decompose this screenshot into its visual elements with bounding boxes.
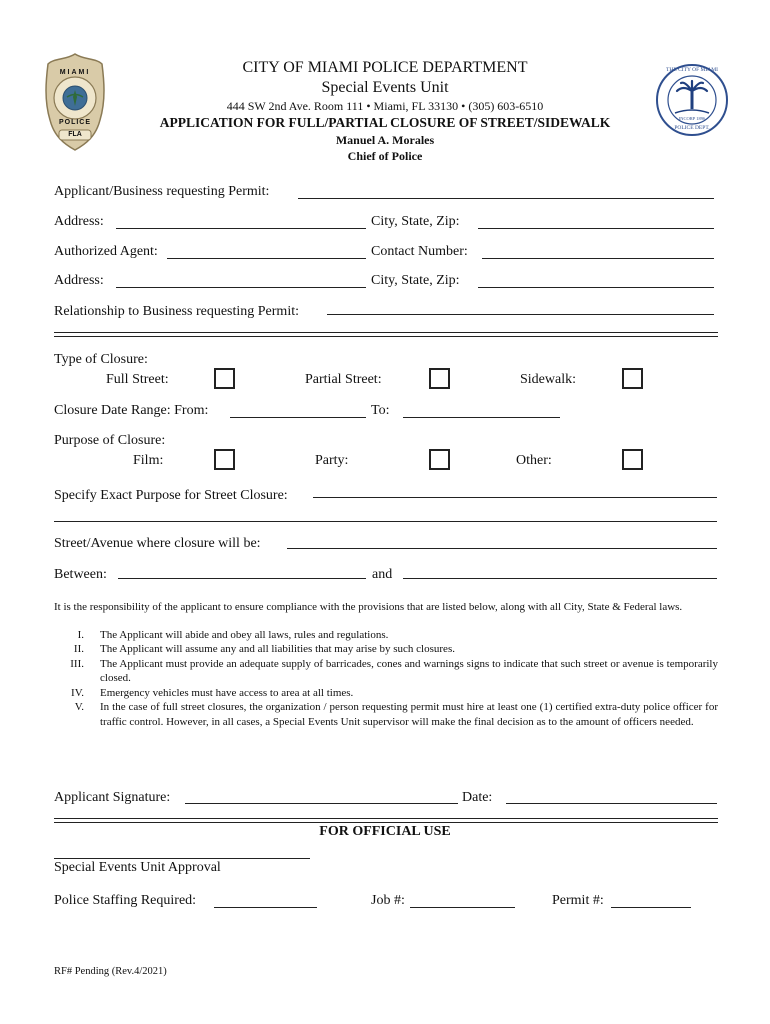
address-label: Address: [54,214,104,229]
rule-number: II. [73,643,84,655]
date-label: Date: [462,790,493,805]
seal-top-text: THE CITY OF MIAMI [666,67,718,73]
unit-title: Special Events Unit [321,79,449,96]
job-number-label: Job #: [371,893,405,908]
rule-number: IV. [71,686,84,699]
partial-street-checkbox[interactable] [429,368,450,389]
and-label: and [372,567,393,582]
official-divider [54,818,718,823]
permit-number-label: Permit #: [552,893,604,908]
rule-item [54,642,718,657]
rule-item [54,657,718,686]
specify-purpose-field-line2[interactable] [54,521,717,522]
sidewalk-label: Sidewalk: [520,372,576,387]
seal-bottom-text: POLICE DEPT. [674,125,710,131]
full-street-label: Full Street: [106,372,169,387]
badge-state-text: FLA [68,131,82,138]
rule-text: The Applicant will assume any and all liabilities that may arise by such closures. [100,643,455,655]
applicant-signature-label: Applicant Signature: [54,790,171,805]
other-checkbox[interactable] [622,449,643,470]
street-avenue-field[interactable] [287,548,717,549]
contact-number-field[interactable] [482,258,714,259]
rule-item [54,700,718,729]
business-label: Applicant/Business requesting Permit: [54,184,270,199]
film-checkbox[interactable] [214,449,235,470]
city-state-zip-label: City, State, Zip: [371,214,460,229]
job-number-field[interactable] [410,907,515,908]
department-address: 444 SW 2nd Ave. Room 111 • Miami, FL 33130 • (305) 603-6510 [226,99,544,113]
sidewalk-checkbox[interactable] [622,368,643,389]
business-field[interactable] [298,198,714,199]
closure-date-from-field[interactable] [230,417,366,418]
rule-text: The Applicant must provide an adequate supply of barricades, cones and warnings signs to indicate that such street or avenue is temporarily closed. [100,657,718,684]
between-field-2[interactable] [403,578,717,579]
other-label: Other: [516,453,552,468]
full-street-checkbox[interactable] [214,368,235,389]
partial-street-label: Partial Street: [305,372,382,387]
approval-signature-field[interactable] [54,858,310,859]
staffing-label: Police Staffing Required: [54,893,197,908]
form-title: APPLICATION FOR FULL/PARTIAL CLOSURE OF STREET/SIDEWALK [159,115,611,130]
rule-item [54,686,718,701]
specify-purpose-field[interactable] [313,497,717,498]
applicant-signature-field[interactable] [185,803,458,804]
badge-top-text: MIAMI [59,69,91,76]
closure-date-from-label: Closure Date Range: From: [54,403,209,418]
purpose-of-closure-label: Purpose of Closure: [54,433,166,448]
rule-text: Emergency vehicles must have access to area at all times. [100,686,354,699]
rule-text: The Applicant will abide and obey all laws, rules and regulations. [100,628,389,641]
section-divider [54,332,718,337]
agent-label: Authorized Agent: [54,244,158,259]
party-checkbox[interactable] [429,449,450,470]
chief-title: Chief of Police [347,149,423,163]
closure-date-to-field[interactable] [403,417,560,418]
approval-label: Special Events Unit Approval [54,860,221,875]
agent-field[interactable] [167,258,366,259]
department-title: CITY OF MIAMI POLICE DEPARTMENT [242,59,528,76]
agent-address-label: Address: [54,273,104,288]
relationship-label: Relationship to Business requesting Permit: [54,304,299,319]
rule-item [54,628,718,643]
party-label: Party: [315,453,349,468]
rule-number: I. [77,628,84,641]
between-label: Between: [54,567,107,582]
type-of-closure-label: Type of Closure: [54,352,148,367]
responsibility-section [54,600,718,729]
chief-name: Manuel A. Morales [335,133,435,147]
relationship-field[interactable] [327,314,714,315]
rule-number: V. [74,701,84,713]
badge-bottom-text: POLICE [58,119,92,126]
official-use-heading: FOR OFFICIAL USE [319,824,451,839]
date-field[interactable] [506,803,717,804]
specify-purpose-label: Specify Exact Purpose for Street Closure: [54,488,288,503]
between-field-1[interactable] [118,578,366,579]
agent-city-state-zip-field[interactable] [478,287,714,288]
contact-number-label: Contact Number: [371,244,468,259]
staffing-field[interactable] [214,907,317,908]
rule-number: III. [70,657,84,670]
closure-date-to-label: To: [371,403,390,418]
city-state-zip-field[interactable] [478,228,714,229]
film-label: Film: [133,453,164,468]
rule-text: In the case of full street closures, the organization / person requesting permit must hire at least one (1) certified extra-duty police officer for traffic control. However, in all cases, a Special Events Unit supervisor will make the final decision as to the amount of officers needed. [100,701,718,728]
responsibility-intro: It is the responsibility of the applicant to ensure compliance with the provisions that are listed below, along with all City, State & Federal laws. [54,601,683,613]
seal-center-text: INCORP 1896 [678,116,706,121]
agent-address-field[interactable] [116,287,366,288]
permit-number-field[interactable] [611,907,691,908]
address-field[interactable] [116,228,366,229]
revision-footer: RF# Pending (Rev.4/2021) [54,966,167,977]
agent-city-state-zip-label: City, State, Zip: [371,273,460,288]
street-avenue-label: Street/Avenue where closure will be: [54,536,261,551]
